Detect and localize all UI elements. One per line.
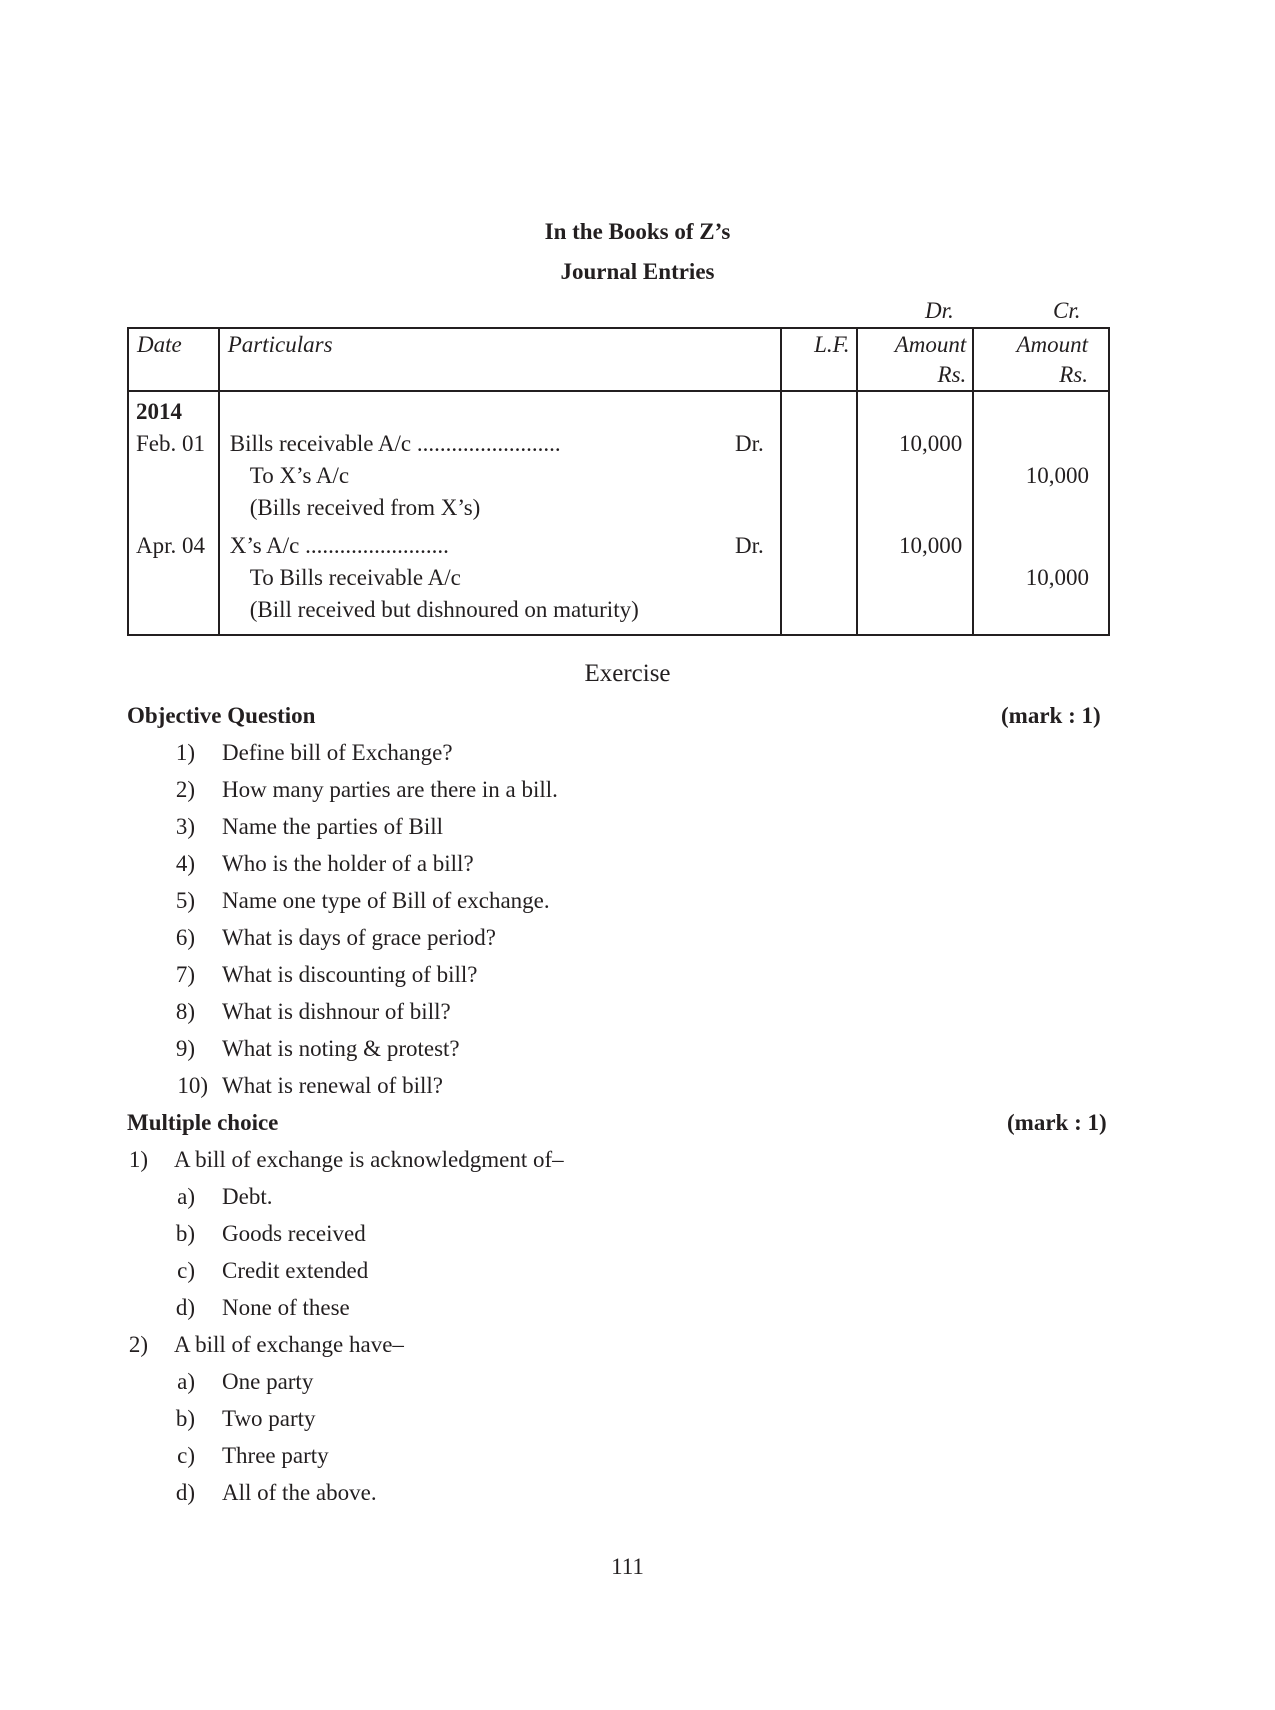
lf-cell (781, 391, 857, 635)
mcq-mark: (mark : 1) (1007, 1110, 1107, 1135)
dr-label: Dr. (925, 298, 954, 323)
question-text: A bill of exchange have– (174, 1332, 404, 1357)
question-number: 10) (177, 1073, 208, 1098)
page-number: 111 (611, 1554, 644, 1579)
objective-mark: (mark : 1) (1001, 703, 1101, 728)
debit-amount: 10,000 (899, 533, 963, 558)
question-number: 7) (175, 962, 195, 987)
col-date: Date (128, 328, 219, 391)
debit-line (230, 428, 780, 460)
credit-amount-label: Amount (1016, 332, 1088, 357)
credit-amount: 10,000 (1025, 463, 1089, 488)
dr-mark: Dr. (735, 431, 764, 456)
option-text: One party (222, 1369, 314, 1394)
option-text: Credit extended (222, 1258, 369, 1283)
option-text: Two party (222, 1406, 316, 1431)
objective-title: Objective Question (127, 703, 316, 728)
narration: (Bills received from X’s) (249, 495, 481, 520)
question-number: 8) (175, 999, 195, 1024)
debit-account: X’s A/c ......................... (229, 533, 449, 558)
dr-mark: Dr. (735, 533, 764, 558)
option-label: b) (175, 1221, 195, 1246)
debit-amount-label: Amount (894, 332, 967, 357)
option-label: a) (177, 1369, 195, 1394)
journal-heading: Journal Entries (560, 259, 715, 284)
entry-date: Apr. 04 (136, 533, 205, 558)
particulars-cell (219, 391, 781, 635)
col-debit-amount (857, 328, 974, 391)
question-text: Name the parties of Bill (222, 814, 443, 839)
question-number: 2) (128, 1332, 148, 1357)
option-label: a) (177, 1184, 195, 1209)
question-number: 5) (175, 888, 195, 913)
credit-account: To X’s A/c (249, 463, 350, 488)
journal-header-row (128, 328, 1109, 391)
credit-amount-cell (973, 391, 1109, 635)
option-text: All of the above. (222, 1480, 377, 1505)
question-text: What is renewal of bill? (222, 1073, 443, 1098)
question-text: What is discounting of bill? (222, 962, 478, 987)
question-text: Name one type of Bill of exchange. (222, 888, 550, 913)
cr-label: Cr. (1053, 298, 1081, 323)
option-text: None of these (222, 1295, 350, 1320)
option-label: d) (175, 1295, 195, 1320)
debit-line (230, 530, 780, 562)
debit-rs-label: Rs. (937, 362, 967, 387)
question-number: 6) (175, 925, 195, 950)
question-text: What is noting & protest? (222, 1036, 460, 1061)
narration: (Bill received but dishnoured on maturity) (249, 597, 639, 622)
credit-amount: 10,000 (1025, 565, 1089, 590)
journal-entry-row (128, 391, 1109, 635)
col-particulars: Particulars (219, 328, 781, 391)
question-text: What is days of grace period? (222, 925, 496, 950)
exercise-title: Exercise (584, 660, 671, 687)
option-text: Debt. (222, 1184, 273, 1209)
option-label: c) (177, 1443, 195, 1468)
journal-table (127, 327, 1110, 636)
question-text: A bill of exchange is acknowledgment of– (174, 1147, 564, 1172)
date-cell (128, 391, 219, 635)
mcq-title: Multiple choice (127, 1110, 279, 1135)
entry-year: 2014 (136, 399, 182, 424)
col-credit-amount (973, 328, 1109, 391)
debit-amount-cell (857, 391, 974, 635)
question-number: 3) (175, 814, 195, 839)
question-number: 9) (175, 1036, 195, 1061)
question-number: 1) (128, 1147, 148, 1172)
question-text: What is dishnour of bill? (222, 999, 451, 1024)
option-text: Goods received (222, 1221, 366, 1246)
question-number: 1) (175, 740, 195, 765)
debit-account: Bills receivable A/c ......................... (229, 431, 561, 456)
question-number: 4) (175, 851, 195, 876)
question-text: Who is the holder of a bill? (222, 851, 474, 876)
option-text: Three party (222, 1443, 329, 1468)
debit-amount: 10,000 (899, 431, 963, 456)
question-text: How many parties are there in a bill. (222, 777, 558, 802)
option-label: d) (175, 1480, 195, 1505)
entry-date: Feb. 01 (136, 431, 205, 456)
option-label: c) (177, 1258, 195, 1283)
option-label: b) (175, 1406, 195, 1431)
question-number: 2) (175, 777, 195, 802)
credit-account: To Bills receivable A/c (249, 565, 461, 590)
credit-rs-label: Rs. (1059, 362, 1088, 387)
question-text: Define bill of Exchange? (222, 740, 453, 765)
col-lf: L.F. (781, 328, 857, 391)
books-heading: In the Books of Z’s (544, 219, 731, 244)
